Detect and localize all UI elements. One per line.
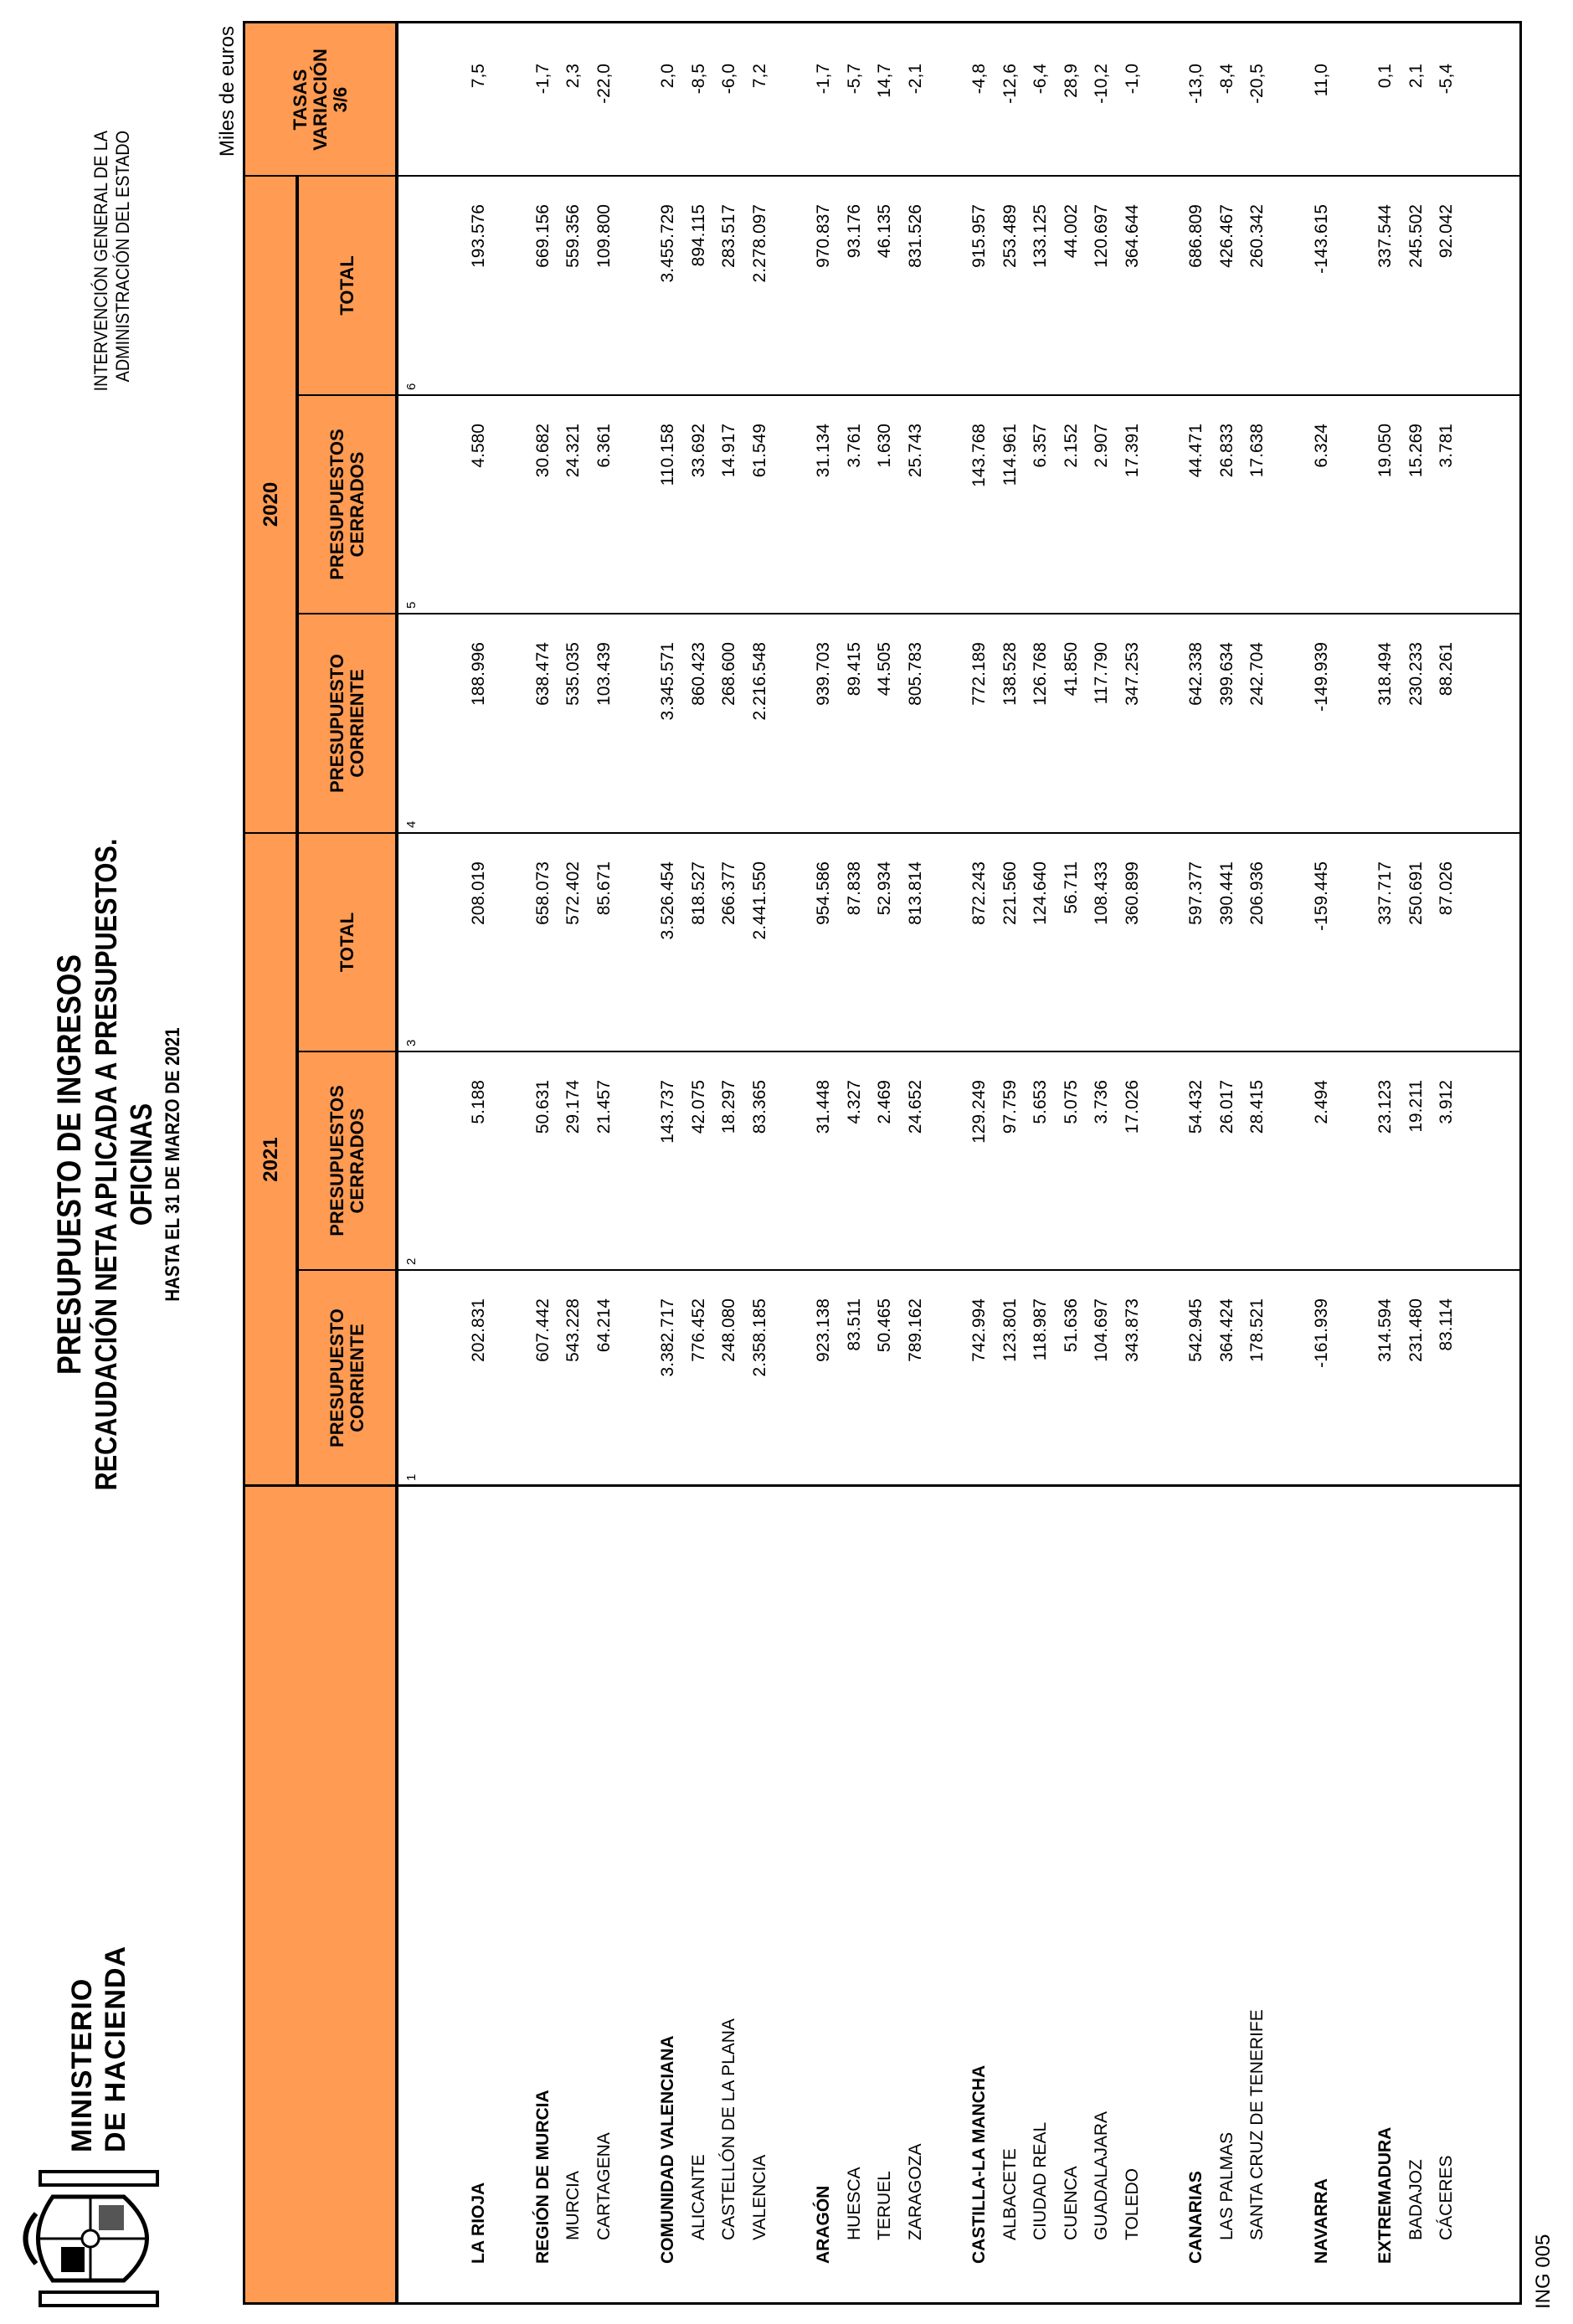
amount-cell: 110.158 — [658, 424, 677, 486]
report-subtitle: RECAUDACIÓN NETA APLICADA A PRESUPUESTOS. OFICINAS — [89, 838, 158, 1491]
amount-cell: 103.439 — [594, 642, 614, 706]
amount-cell: 3.382.717 — [658, 1298, 677, 1377]
amount-cell: 426.467 — [1216, 204, 1236, 268]
row-label: CASTELLÓN DE LA PLANA — [719, 2018, 738, 2240]
year-2020-header: 2020 — [260, 481, 282, 527]
row-label: CARTAGENA — [594, 2132, 614, 2240]
table-row-province — [684, 23, 715, 2302]
amount-cell: 3.455.729 — [658, 204, 677, 283]
report-code: ING 005 — [1532, 2234, 1555, 2309]
row-label: ALBACETE — [1000, 2148, 1020, 2240]
amount-cell: 939.703 — [814, 642, 833, 706]
units-label: Miles de euros — [216, 26, 239, 157]
amount-cell: 4.580 — [469, 424, 488, 468]
amount-cell: 202.831 — [469, 1298, 488, 1362]
variation-rate-cell: 2,3 — [563, 64, 583, 89]
table-row-province — [1401, 23, 1432, 2302]
column-number: 6 — [404, 383, 419, 390]
amount-cell: 54.432 — [1186, 1080, 1205, 1134]
table-row-province — [589, 23, 620, 2302]
table-row-province — [1242, 23, 1273, 2302]
amount-cell: 360.899 — [1122, 861, 1142, 925]
row-spacer — [619, 23, 653, 2302]
report-titles — [50, 758, 188, 1571]
amount-cell: 93.176 — [844, 204, 864, 259]
amount-cell: 607.442 — [532, 1298, 553, 1362]
amount-cell: 231.480 — [1406, 1298, 1426, 1362]
org-line-1: INTERVENCIÓN GENERAL DE LA — [90, 131, 111, 392]
table-body — [398, 23, 1462, 2302]
variation-rate-cell: -8,5 — [688, 64, 708, 95]
table-row-province — [1118, 23, 1149, 2302]
amount-cell: 535.035 — [563, 642, 583, 706]
amount-cell: -149.939 — [1311, 642, 1331, 712]
amount-cell: 33.692 — [688, 424, 708, 478]
amount-cell: 19.211 — [1406, 1080, 1426, 1133]
amount-cell: 813.814 — [905, 861, 925, 925]
table-row-province — [840, 23, 871, 2302]
table-row-province — [745, 23, 776, 2302]
row-label: VALENCIA — [749, 2154, 769, 2240]
amount-cell: 51.636 — [1061, 1298, 1081, 1353]
column-divider — [297, 613, 1519, 614]
variation-rate-cell: 11,0 — [1311, 64, 1331, 97]
column-header-line-1: TOTAL — [336, 912, 357, 973]
row-label: BADAJOZ — [1406, 2159, 1426, 2240]
row-spacer — [1273, 23, 1307, 2302]
amount-cell: 25.743 — [905, 424, 925, 478]
amount-cell: 17.391 — [1122, 424, 1142, 478]
row-label: ALICANTE — [688, 2154, 708, 2240]
amount-cell: 83.114 — [1437, 1298, 1456, 1351]
table-row-region — [1307, 23, 1338, 2302]
table-row-province — [1087, 23, 1118, 2302]
amount-cell: 669.156 — [532, 204, 553, 268]
rate-header-line: 3/6 — [329, 86, 351, 113]
rate-header-line: VARIACIÓN — [309, 49, 331, 151]
report-date: HASTA EL 31 DE MARZO DE 2021 — [162, 1027, 184, 1302]
amount-cell: 83.365 — [749, 1080, 769, 1134]
amount-cell: -161.939 — [1311, 1298, 1331, 1368]
amount-cell: 138.528 — [1000, 642, 1020, 706]
variation-rate-cell: -2,1 — [905, 64, 925, 95]
amount-cell: 85.671 — [594, 861, 614, 916]
table-row-region — [1370, 23, 1401, 2302]
column-header — [299, 1051, 395, 1270]
amount-cell: 364.424 — [1216, 1298, 1236, 1362]
amount-cell: 260.342 — [1247, 204, 1267, 268]
table-row-province — [995, 23, 1026, 2302]
row-spacer — [495, 23, 528, 2302]
row-label: SANTA CRUZ DE TENERIFE — [1247, 2009, 1267, 2240]
amount-cell: 89.415 — [844, 642, 864, 697]
column-header-line-1: PRESUPUESTOS — [326, 1085, 347, 1237]
amount-cell: 208.019 — [469, 861, 488, 925]
variation-rate-cell: -6,0 — [719, 64, 738, 95]
amount-cell: 46.135 — [875, 204, 894, 259]
column-header — [299, 176, 395, 395]
year-2021-header: 2021 — [260, 1137, 282, 1182]
table-row-region — [528, 23, 559, 2302]
amount-cell: 3.912 — [1437, 1080, 1456, 1124]
variation-rate-cell: -12,6 — [1000, 64, 1020, 104]
amount-cell: 221.560 — [1000, 861, 1020, 925]
amount-cell: 126.768 — [1031, 642, 1050, 706]
amount-cell: -143.615 — [1311, 204, 1331, 274]
amount-cell: 42.075 — [688, 1080, 708, 1134]
amount-cell: 41.850 — [1061, 642, 1081, 697]
amount-cell: 3.736 — [1092, 1080, 1111, 1124]
amount-cell: 3.781 — [1437, 424, 1456, 468]
amount-cell: 894.115 — [688, 204, 708, 267]
column-divider — [297, 394, 1519, 396]
table-row-region — [653, 23, 684, 2302]
row-spacer — [775, 23, 809, 2302]
amount-cell: 253.489 — [1000, 204, 1020, 268]
variation-rate-cell: -5,4 — [1437, 64, 1456, 95]
amount-cell: 638.474 — [532, 642, 553, 706]
amount-cell: 17.026 — [1122, 1080, 1142, 1134]
row-label: CÁCERES — [1437, 2155, 1456, 2240]
amount-cell: 30.682 — [532, 424, 553, 478]
amount-cell: 24.652 — [905, 1080, 925, 1134]
amount-cell: 343.873 — [1122, 1298, 1142, 1362]
column-divider — [245, 175, 1519, 177]
amount-cell: -159.445 — [1311, 861, 1331, 931]
column-number: 4 — [404, 820, 419, 828]
amount-cell: 31.448 — [814, 1080, 833, 1134]
table-row-region — [1181, 23, 1212, 2302]
column-header-line-2: CERRADOS — [346, 1108, 368, 1214]
amount-cell: 915.957 — [969, 204, 989, 268]
amount-cell: 108.433 — [1092, 861, 1111, 925]
variation-rate-cell: 7,2 — [749, 64, 769, 89]
row-spacer — [1337, 23, 1370, 2302]
amount-cell: 117.790 — [1092, 642, 1111, 705]
row-label: NAVARRA — [1311, 2178, 1331, 2264]
amount-cell: 26.833 — [1216, 424, 1236, 478]
organization-name — [90, 131, 134, 424]
column-header — [299, 614, 395, 833]
amount-cell: 1.630 — [875, 424, 894, 468]
amount-cell: 283.517 — [719, 204, 738, 268]
table-row-province — [558, 23, 589, 2302]
amount-cell: 970.837 — [814, 204, 833, 268]
coat-of-arms-logo — [15, 2163, 178, 2314]
rate-header-line: TASAS — [289, 69, 311, 131]
amount-cell: 50.631 — [532, 1080, 553, 1134]
column-header-line-1: PRESUPUESTO — [326, 654, 347, 793]
amount-cell: 104.697 — [1092, 1298, 1111, 1362]
amount-cell: 923.138 — [814, 1298, 833, 1362]
amount-cell: 6.357 — [1031, 424, 1050, 468]
amount-cell: 789.162 — [905, 1298, 925, 1362]
table-row-province — [714, 23, 745, 2302]
amount-cell: 44.505 — [875, 642, 894, 697]
amount-cell: 245.502 — [1406, 204, 1426, 268]
amount-cell: 83.511 — [844, 1298, 864, 1351]
amount-cell: 87.838 — [844, 861, 864, 916]
amount-cell: 19.050 — [1375, 424, 1395, 478]
amount-cell: 597.377 — [1186, 861, 1205, 925]
amount-cell: 772.189 — [969, 642, 989, 706]
variation-rate-cell: -10,2 — [1092, 64, 1111, 104]
amount-cell: 805.783 — [905, 642, 925, 706]
column-divider — [245, 1484, 1519, 1487]
table-row-province — [1432, 23, 1462, 2302]
org-line-2: ADMINISTRACIÓN DEL ESTADO — [112, 131, 133, 383]
amount-cell: 123.801 — [1000, 1298, 1020, 1362]
amount-cell: 109.800 — [594, 204, 614, 268]
column-header-line-1: TOTAL — [336, 255, 357, 316]
column-number: 5 — [404, 601, 419, 609]
row-label: MURCIA — [563, 2171, 583, 2240]
report-title: PRESUPUESTO DE INGRESOS — [51, 954, 88, 1375]
variation-rate-cell: -1,7 — [532, 64, 553, 95]
amount-cell: 56.711 — [1061, 861, 1081, 914]
variation-rate-cell: -22,0 — [594, 64, 614, 104]
amount-cell: 818.527 — [688, 861, 708, 925]
amount-cell: 572.402 — [563, 861, 583, 925]
amount-cell: 266.377 — [719, 861, 738, 925]
amount-cell: 364.644 — [1122, 204, 1142, 268]
amount-cell: 872.243 — [969, 861, 989, 925]
row-label: CIUDAD REAL — [1031, 2121, 1050, 2240]
amount-cell: 118.987 — [1031, 1298, 1050, 1361]
amount-cell: 21.457 — [594, 1080, 614, 1134]
variation-rate-cell: 2,0 — [658, 64, 677, 89]
amount-cell: 87.026 — [1437, 861, 1456, 916]
column-header — [299, 395, 395, 614]
amount-cell: 268.600 — [719, 642, 738, 706]
amount-cell: 28.415 — [1247, 1080, 1267, 1134]
amount-cell: 61.549 — [749, 424, 769, 478]
variation-rate-cell: -5,7 — [844, 64, 864, 95]
amount-cell: 2.152 — [1061, 424, 1081, 468]
column-divider — [297, 1051, 1519, 1052]
amount-cell: 2.358.185 — [749, 1298, 769, 1377]
amount-cell: 17.638 — [1247, 424, 1267, 478]
row-label: CANARIAS — [1186, 2171, 1205, 2264]
amount-cell: 23.123 — [1375, 1080, 1395, 1134]
variation-rate-cell: -1,0 — [1122, 64, 1142, 95]
amount-cell: 26.017 — [1216, 1080, 1236, 1134]
amount-cell: 178.521 — [1247, 1298, 1267, 1362]
amount-cell: 31.134 — [814, 424, 833, 478]
variation-rate-cell: 14,7 — [875, 64, 894, 98]
amount-cell: 124.640 — [1031, 861, 1050, 925]
amount-cell: 4.327 — [844, 1080, 864, 1124]
amount-cell: 206.936 — [1247, 861, 1267, 925]
amount-cell: 15.269 — [1406, 424, 1426, 478]
amount-cell: 3.526.454 — [658, 861, 677, 940]
row-label: LAS PALMAS — [1216, 2131, 1236, 2240]
amount-cell: 542.945 — [1186, 1298, 1205, 1362]
amount-cell: 559.356 — [563, 204, 583, 268]
amount-cell: 2.907 — [1092, 424, 1111, 468]
amount-cell: 318.494 — [1375, 642, 1395, 706]
amount-cell: 230.233 — [1406, 642, 1426, 706]
row-label: GUADALAJARA — [1092, 2111, 1111, 2240]
table-row-region — [464, 23, 495, 2302]
amount-cell: 6.361 — [594, 424, 614, 468]
amount-cell: 248.080 — [719, 1298, 738, 1362]
variation-rate-cell: 2,1 — [1406, 64, 1426, 89]
row-spacer — [1148, 23, 1181, 2302]
amount-cell: 543.228 — [563, 1298, 583, 1362]
amount-cell: 5.075 — [1061, 1080, 1081, 1124]
table-row-province — [901, 23, 932, 2302]
amount-cell: 6.324 — [1311, 424, 1331, 468]
amount-cell: 114.961 — [1000, 424, 1020, 486]
amount-cell: 2.278.097 — [749, 204, 769, 283]
row-label: CUENCA — [1061, 2166, 1081, 2240]
row-label: LA RIOJA — [469, 2182, 488, 2264]
column-header — [299, 833, 395, 1051]
amount-cell: 18.297 — [719, 1080, 738, 1134]
table-row-province — [1212, 23, 1243, 2302]
amount-cell: 2.441.550 — [749, 861, 769, 940]
amount-cell: 742.994 — [969, 1298, 989, 1362]
table-row-region — [964, 23, 995, 2302]
amount-cell: 686.809 — [1186, 204, 1205, 268]
amount-cell: 188.996 — [469, 642, 488, 706]
column-number: 3 — [404, 1039, 419, 1046]
table-row-region — [809, 23, 840, 2302]
table-row-province — [870, 23, 901, 2302]
amount-cell: 831.526 — [905, 204, 925, 268]
amount-cell: 250.691 — [1406, 861, 1426, 925]
variation-rate-cell: -6,4 — [1031, 64, 1050, 95]
amount-cell: 29.174 — [563, 1080, 583, 1134]
amount-cell: 64.214 — [594, 1298, 614, 1353]
amount-cell: 52.934 — [875, 861, 894, 916]
amount-cell: 642.338 — [1186, 642, 1205, 706]
amount-cell: 3.761 — [844, 424, 864, 468]
amount-cell: 347.253 — [1122, 642, 1142, 706]
amount-cell: 5.653 — [1031, 1080, 1050, 1124]
row-label: REGIÓN DE MURCIA — [532, 2090, 553, 2264]
amount-cell: 193.576 — [469, 204, 488, 268]
amount-cell: 92.042 — [1437, 204, 1456, 259]
revenue-table — [243, 21, 1522, 2305]
amount-cell: 3.345.571 — [658, 642, 677, 721]
column-number: 1 — [404, 1473, 419, 1481]
amount-cell: 44.002 — [1061, 204, 1081, 259]
amount-cell: 143.737 — [658, 1080, 677, 1144]
variation-rate-cell: -20,5 — [1247, 64, 1267, 104]
row-label: ARAGÓN — [814, 2185, 833, 2264]
variation-rate-cell: 28,9 — [1061, 64, 1081, 98]
column-header-line-2: CORRIENTE — [346, 1324, 368, 1432]
row-spacer — [931, 23, 964, 2302]
row-label: TOLEDO — [1122, 2168, 1142, 2240]
amount-cell: 120.697 — [1092, 204, 1111, 268]
amount-cell: 24.321 — [563, 424, 583, 478]
variation-rate-cell: -8,4 — [1216, 64, 1236, 95]
row-label: EXTREMADURA — [1375, 2126, 1395, 2264]
ministry-name — [65, 1946, 132, 2152]
column-divider — [297, 1269, 1519, 1271]
amount-cell: 399.634 — [1216, 642, 1236, 706]
amount-cell: 337.544 — [1375, 204, 1395, 268]
amount-cell: 390.441 — [1216, 861, 1236, 925]
row-label: ZARAGOZA — [905, 2143, 925, 2240]
amount-cell: 129.249 — [969, 1080, 989, 1144]
amount-cell: 97.759 — [1000, 1080, 1020, 1134]
table-header — [245, 23, 398, 2302]
row-label: TERUEL — [875, 2171, 894, 2240]
table-row-province — [1056, 23, 1087, 2302]
amount-cell: 2.216.548 — [749, 642, 769, 721]
column-divider — [245, 832, 1519, 834]
column-header-line-2: CERRADOS — [346, 451, 368, 558]
row-label: HUESCA — [844, 2167, 864, 2240]
amount-cell: 50.465 — [875, 1298, 894, 1353]
amount-cell: 242.704 — [1247, 642, 1267, 706]
row-label: CASTILLA-LA MANCHA — [969, 2064, 989, 2264]
variation-rate-cell: -4,8 — [969, 64, 989, 95]
amount-cell: 658.073 — [532, 861, 553, 925]
amount-cell: 314.594 — [1375, 1298, 1395, 1362]
amount-cell: 954.586 — [814, 861, 833, 925]
column-header-line-2: CORRIENTE — [346, 669, 368, 778]
amount-cell: 143.768 — [969, 424, 989, 487]
variation-rate-cell: 7,5 — [469, 64, 488, 89]
amount-cell: 776.452 — [688, 1298, 708, 1362]
table-row-province — [1026, 23, 1056, 2302]
amount-cell: 133.125 — [1031, 204, 1050, 268]
column-header-line-1: PRESUPUESTO — [326, 1309, 347, 1447]
amount-cell: 44.471 — [1186, 424, 1205, 478]
column-header — [299, 1270, 395, 1486]
variation-rate-cell: -13,0 — [1186, 64, 1205, 104]
amount-cell: 860.423 — [688, 642, 708, 706]
variation-rate-cell: -1,7 — [814, 64, 833, 95]
amount-cell: 88.261 — [1437, 642, 1456, 697]
amount-cell: 337.717 — [1375, 861, 1395, 925]
amount-cell: 2.494 — [1311, 1080, 1331, 1124]
amount-cell: 14.917 — [719, 424, 738, 478]
rate-header — [245, 23, 395, 176]
column-number: 2 — [404, 1257, 419, 1265]
row-label: COMUNIDAD VALENCIANA — [658, 2035, 677, 2264]
ministry-line-1: MINISTERIO — [66, 1977, 98, 2152]
column-header-line-1: PRESUPUESTOS — [326, 429, 347, 580]
amount-cell: 5.188 — [469, 1080, 488, 1124]
amount-cell: 2.469 — [875, 1080, 894, 1124]
ministry-line-2: DE HACIENDA — [100, 1945, 131, 2152]
variation-rate-cell: 0,1 — [1375, 64, 1395, 89]
